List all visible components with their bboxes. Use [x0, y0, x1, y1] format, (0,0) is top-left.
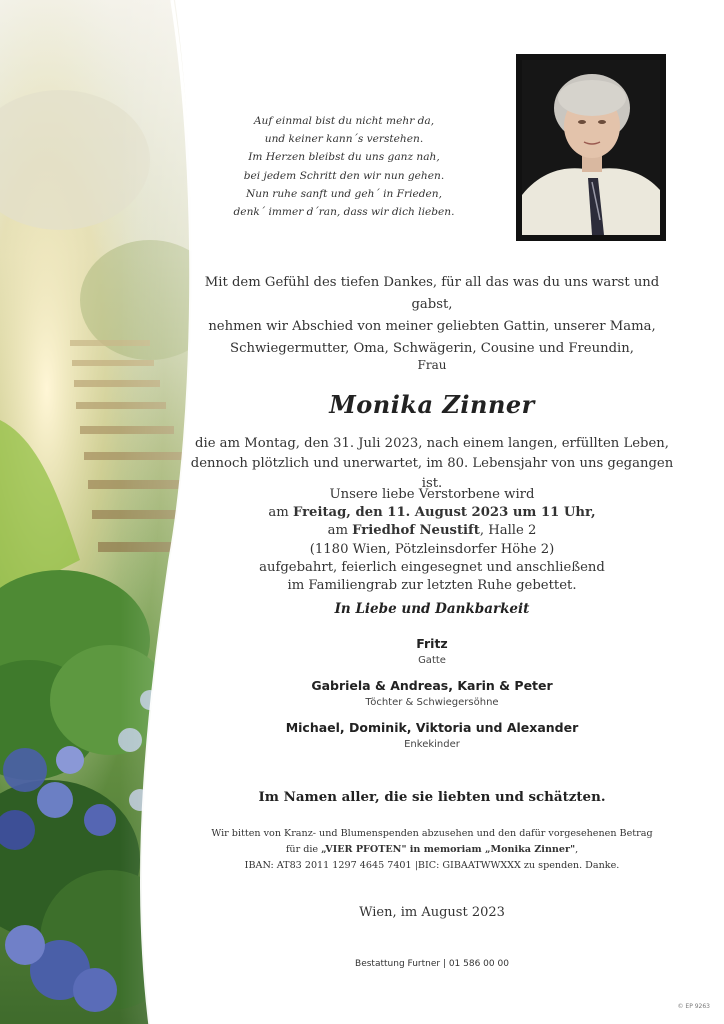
death-line: die am Montag, den 31. Juli 2023, nach einem langen, erfüllten Leben,: [195, 436, 669, 451]
family-names: Fritz: [416, 636, 448, 651]
intro-line: nehmen wir Abschied von meiner geliebten Gattin, unserer Mama,: [208, 319, 656, 334]
donation-request: [190, 826, 674, 874]
deceased-name: Monika Zinner: [329, 390, 535, 419]
funeral-hall: , Halle 2: [479, 523, 537, 539]
funeral-date-prefix: am: [268, 505, 293, 521]
poem-line: Auf einmal bist du nicht mehr da,: [253, 115, 435, 127]
memorial-poem: [212, 112, 476, 221]
donation-bank-details: IBAN: AT83 2011 1297 4645 7401 |BIC: GIBAATWWXXX zu spenden. Danke.: [244, 860, 620, 871]
intro-line: Schwiegermutter, Oma, Schwägerin, Cousine und Freundin,: [230, 341, 634, 356]
funeral-address: (1180 Wien, Pötzleinsdorfer Höhe 2): [309, 541, 555, 557]
family-group: [190, 636, 674, 666]
print-code: © EP 9263: [677, 1003, 710, 1010]
family-relation: Enkekinder: [404, 739, 460, 750]
family-names: Gabriela & Andreas, Karin & Peter: [311, 678, 553, 693]
funeral-line: im Familiengrab zur letzten Ruhe gebettet.: [287, 578, 577, 594]
love-line: In Liebe und Dankbarkeit: [334, 601, 530, 617]
funeral-line: Unsere liebe Verstorbene wird: [329, 487, 535, 502]
funeral-date: Freitag, den 11. August 2023 um 11 Uhr,: [292, 505, 596, 521]
funeral-line: aufgebahrt, feierlich eingesegnet und anschließend: [259, 559, 605, 575]
portrait-photo-frame: [516, 54, 666, 241]
family-group: [190, 720, 674, 750]
portrait-photo: [522, 60, 660, 235]
poem-line: Nun ruhe sanft und geh´ in Frieden,: [246, 187, 442, 200]
funeral-place-prefix: am: [327, 523, 353, 539]
poem-line: Im Herzen bleibst du uns ganz nah,: [248, 151, 440, 164]
undertaker-contact: Bestattung Furtner | 01 586 00 00: [355, 959, 509, 969]
place-date: Wien, im August 2023: [359, 905, 505, 920]
death-line: dennoch plötzlich und unerwartet, im 80. Lebensjahr von uns gegangen ist.: [190, 456, 674, 491]
funeral-date-line: [190, 504, 674, 522]
donation-suffix: ,: [575, 844, 579, 855]
donation-recipient-line: [190, 842, 674, 858]
donation-recipient: „VIER PFOTEN" in memoriam „Monika Zinner": [321, 844, 576, 855]
funeral-details: [190, 486, 674, 595]
poem-line: denk´ immer d´ran, dass wir dich lieben.: [233, 206, 455, 219]
donation-prefix: für die: [285, 844, 322, 855]
family-names: Michael, Dominik, Viktoria und Alexander: [285, 720, 579, 735]
intro-text: [190, 272, 674, 360]
poem-line: bei jedem Schritt den wir nun gehen.: [243, 169, 445, 182]
funeral-cemetery: Friedhof Neustift: [352, 523, 480, 539]
death-notice: [190, 434, 674, 494]
closing-line: Im Namen aller, die sie liebten und schätzten.: [258, 789, 606, 805]
donation-line: Wir bitten von Kranz- und Blumenspenden abzusehen und den dafür vorgesehenen Betrag: [211, 828, 653, 839]
family-relation: Töchter & Schwiegersöhne: [365, 697, 499, 708]
family-relation: Gatte: [418, 655, 446, 666]
poem-line: und keiner kann´s verstehen.: [264, 133, 424, 146]
intro-line: Mit dem Gefühl des tiefen Dankes, für all das was du uns warst und gabst,: [204, 275, 660, 312]
family-list: [190, 636, 674, 762]
funeral-place-line: [190, 522, 674, 540]
family-group: [190, 678, 674, 708]
salutation: Frau: [417, 358, 447, 372]
